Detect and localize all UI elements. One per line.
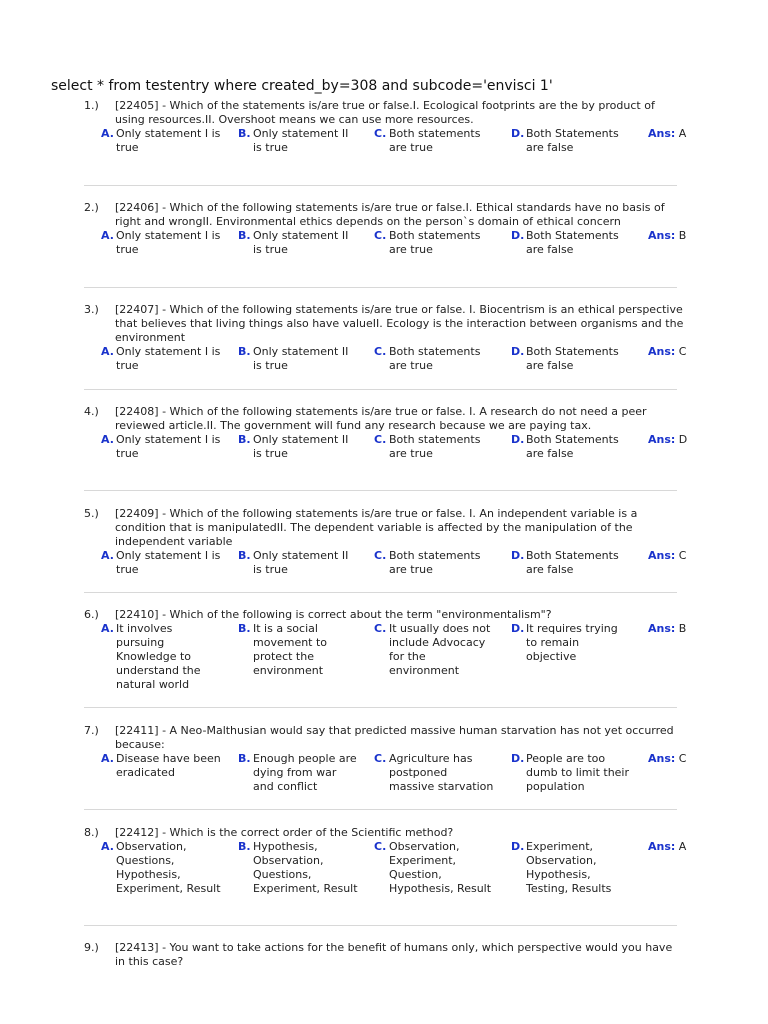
question-header bbox=[84, 507, 684, 549]
question-number: 9.) bbox=[84, 941, 99, 954]
option-text: People are too dumb to limit their population bbox=[526, 752, 630, 793]
option-text: Agriculture has postponed massive starvation bbox=[389, 752, 494, 793]
question-text: [22412] - Which is the correct order of the Scientific method? bbox=[115, 826, 454, 839]
answer-label: Ans: bbox=[648, 840, 676, 853]
question-number: 2.) bbox=[84, 201, 99, 214]
answer bbox=[648, 345, 686, 359]
options-row bbox=[84, 433, 688, 493]
question-block bbox=[84, 941, 684, 969]
option-text: Enough people are dying from war and conflict bbox=[253, 752, 357, 793]
option-letter: B. bbox=[238, 433, 251, 446]
option-letter: C. bbox=[374, 229, 387, 242]
option-d bbox=[511, 549, 631, 577]
question-header bbox=[84, 303, 684, 345]
answer-value: C bbox=[675, 752, 687, 765]
question-number: 7.) bbox=[84, 724, 99, 737]
question-text: [22408] - Which of the following statements is/are true or false. I. A research do not need a peer reviewed article.II. The government will fund any research because we are paying tax. bbox=[115, 405, 647, 432]
option-text: Both statements are true bbox=[389, 433, 481, 460]
option-letter: B. bbox=[238, 229, 251, 242]
question-divider bbox=[84, 490, 677, 491]
answer bbox=[648, 127, 686, 141]
question-header bbox=[84, 724, 684, 752]
option-letter: A. bbox=[101, 127, 114, 140]
answer bbox=[648, 229, 686, 243]
option-text: Both statements are true bbox=[389, 229, 481, 256]
option-c bbox=[374, 752, 494, 794]
option-a bbox=[101, 229, 221, 257]
question-header bbox=[84, 826, 684, 840]
options-row bbox=[84, 229, 687, 289]
option-a bbox=[101, 127, 221, 155]
option-text: Observation, Questions, Hypothesis, Experiment, Result bbox=[116, 840, 221, 895]
option-d bbox=[511, 752, 631, 794]
option-letter: C. bbox=[374, 127, 387, 140]
options-row bbox=[84, 840, 687, 900]
option-letter: C. bbox=[374, 752, 387, 765]
option-c bbox=[374, 622, 494, 678]
question-divider bbox=[84, 925, 677, 926]
answer bbox=[648, 840, 686, 854]
option-letter: B. bbox=[238, 345, 251, 358]
option-b bbox=[238, 840, 358, 896]
option-text: Both Statements are false bbox=[526, 127, 619, 154]
option-letter: B. bbox=[238, 549, 251, 562]
question-text: [22410] - Which of the following is correct about the term "environmentalism"? bbox=[115, 608, 552, 621]
option-letter: C. bbox=[374, 549, 387, 562]
option-letter: A. bbox=[101, 752, 114, 765]
question-text: [22409] - Which of the following statements is/are true or false. I. An independent variable is a condition that is manipulatedII. The dependent variable is affected by the manipulation of the independent variable bbox=[115, 507, 638, 548]
option-letter: D. bbox=[511, 127, 525, 140]
option-letter: A. bbox=[101, 549, 114, 562]
option-d bbox=[511, 345, 631, 373]
options-row bbox=[84, 549, 687, 609]
question-number: 1.) bbox=[84, 99, 99, 112]
question-header bbox=[84, 201, 684, 229]
option-text: Only statement II is true bbox=[253, 433, 349, 460]
question-text: [22405] - Which of the statements is/are true or false.I. Ecological footprints are the by product of using resources.II. Overshoot means we can use more resources. bbox=[115, 99, 655, 126]
answer-label: Ans: bbox=[648, 433, 676, 446]
option-text: Observation, Experiment, Question, Hypothesis, Result bbox=[389, 840, 492, 895]
option-b bbox=[238, 345, 358, 373]
option-text: Only statement I is true bbox=[116, 345, 221, 372]
answer bbox=[648, 549, 686, 563]
option-text: It is a social movement to protect the environment bbox=[253, 622, 328, 677]
question-number: 3.) bbox=[84, 303, 99, 316]
option-d bbox=[511, 127, 631, 155]
option-c bbox=[374, 345, 494, 373]
option-text: Both Statements are false bbox=[526, 345, 619, 372]
answer-value: C bbox=[675, 345, 687, 358]
option-letter: C. bbox=[374, 433, 387, 446]
option-letter: B. bbox=[238, 752, 251, 765]
question-text: [22413] - You want to take actions for the benefit of humans only, which perspective would you have in this case? bbox=[115, 941, 673, 968]
option-text: Only statement II is true bbox=[253, 345, 349, 372]
options-row bbox=[84, 345, 687, 405]
question-block bbox=[84, 201, 687, 289]
question-number: 5.) bbox=[84, 507, 99, 520]
option-c bbox=[374, 549, 494, 577]
question-block bbox=[84, 724, 687, 812]
option-letter: D. bbox=[511, 229, 525, 242]
option-letter: D. bbox=[511, 622, 525, 635]
option-a bbox=[101, 345, 221, 373]
option-letter: A. bbox=[101, 622, 114, 635]
answer-value: A bbox=[675, 840, 687, 853]
option-a bbox=[101, 433, 221, 461]
option-text: Both Statements are false bbox=[526, 229, 619, 256]
question-divider bbox=[84, 389, 677, 390]
question-block bbox=[84, 826, 687, 900]
option-b bbox=[238, 127, 358, 155]
options-row bbox=[84, 622, 687, 691]
option-b bbox=[238, 433, 358, 461]
option-letter: B. bbox=[238, 622, 251, 635]
question-block bbox=[84, 608, 687, 691]
answer-label: Ans: bbox=[648, 752, 676, 765]
option-text: Both statements are true bbox=[389, 127, 481, 154]
question-divider bbox=[84, 287, 677, 288]
option-text: Both Statements are false bbox=[526, 549, 619, 576]
answer-label: Ans: bbox=[648, 549, 676, 562]
answer-value: B bbox=[675, 622, 687, 635]
sql-query-heading: select * from testentry where created_by=308 and subcode='envisci 1' bbox=[51, 78, 553, 94]
answer bbox=[648, 433, 687, 447]
option-d bbox=[511, 840, 631, 896]
option-a bbox=[101, 549, 221, 577]
question-number: 6.) bbox=[84, 608, 99, 621]
option-text: Only statement I is true bbox=[116, 433, 221, 460]
options-row bbox=[84, 127, 687, 187]
option-letter: D. bbox=[511, 549, 525, 562]
option-letter: A. bbox=[101, 433, 114, 446]
option-text: Both Statements are false bbox=[526, 433, 619, 460]
option-letter: D. bbox=[511, 345, 525, 358]
option-letter: D. bbox=[511, 433, 525, 446]
question-block bbox=[84, 405, 688, 493]
option-letter: C. bbox=[374, 840, 387, 853]
option-text: Only statement I is true bbox=[116, 127, 221, 154]
option-a bbox=[101, 752, 221, 780]
option-a bbox=[101, 622, 221, 692]
question-divider bbox=[84, 592, 677, 593]
question-text: [22406] - Which of the following statements is/are true or false.I. Ethical standards have no basis of right and wrongII. Environmental ethics depends on the person`s domain of ethical concern bbox=[115, 201, 665, 228]
question-divider bbox=[84, 707, 677, 708]
option-text: Only statement I is true bbox=[116, 229, 221, 256]
answer bbox=[648, 622, 686, 636]
question-number: 4.) bbox=[84, 405, 99, 418]
answer-value: A bbox=[675, 127, 687, 140]
option-letter: B. bbox=[238, 127, 251, 140]
question-header bbox=[84, 941, 684, 969]
option-letter: A. bbox=[101, 345, 114, 358]
option-letter: D. bbox=[511, 752, 525, 765]
answer-label: Ans: bbox=[648, 229, 676, 242]
options-row bbox=[84, 752, 687, 812]
option-d bbox=[511, 622, 631, 664]
option-c bbox=[374, 840, 494, 896]
option-b bbox=[238, 752, 358, 794]
question-block bbox=[84, 507, 687, 609]
option-c bbox=[374, 229, 494, 257]
answer bbox=[648, 752, 686, 766]
option-letter: D. bbox=[511, 840, 525, 853]
question-text: [22411] - A Neo-Malthusian would say that predicted massive human starvation has not yet occurred because: bbox=[115, 724, 674, 751]
option-text: Only statement II is true bbox=[253, 229, 349, 256]
option-d bbox=[511, 229, 631, 257]
answer-label: Ans: bbox=[648, 127, 676, 140]
answer-label: Ans: bbox=[648, 345, 676, 358]
option-b bbox=[238, 549, 358, 577]
question-divider bbox=[84, 185, 677, 186]
option-text: Disease have been eradicated bbox=[116, 752, 221, 779]
option-text: Only statement II is true bbox=[253, 549, 349, 576]
option-text: Only statement II is true bbox=[253, 127, 349, 154]
option-b bbox=[238, 229, 358, 257]
option-c bbox=[374, 127, 494, 155]
option-text: It usually does not include Advocacy for the environment bbox=[389, 622, 491, 677]
question-number: 8.) bbox=[84, 826, 99, 839]
option-text: Hypothesis, Observation, Questions, Experiment, Result bbox=[253, 840, 358, 895]
option-letter: A. bbox=[101, 229, 114, 242]
option-letter: B. bbox=[238, 840, 251, 853]
option-text: Both statements are true bbox=[389, 345, 481, 372]
answer-value: B bbox=[675, 229, 687, 242]
question-text: [22407] - Which of the following statements is/are true or false. I. Biocentrism is an ethical perspective that believes that living things also have valueII. Ecology is the interaction between organisms and the environment bbox=[115, 303, 684, 344]
question-header bbox=[84, 99, 684, 127]
option-text: It involves pursuing Knowledge to understand the natural world bbox=[116, 622, 201, 691]
option-letter: C. bbox=[374, 622, 387, 635]
question-block bbox=[84, 99, 687, 187]
option-text: Only statement I is true bbox=[116, 549, 221, 576]
option-letter: A. bbox=[101, 840, 114, 853]
option-text: It requires trying to remain objective bbox=[526, 622, 618, 663]
option-letter: C. bbox=[374, 345, 387, 358]
question-divider bbox=[84, 809, 677, 810]
answer-value: D bbox=[675, 433, 688, 446]
answer-label: Ans: bbox=[648, 622, 676, 635]
question-header bbox=[84, 608, 684, 622]
question-header bbox=[84, 405, 684, 433]
answer-value: C bbox=[675, 549, 687, 562]
option-d bbox=[511, 433, 631, 461]
option-text: Both statements are true bbox=[389, 549, 481, 576]
option-c bbox=[374, 433, 494, 461]
option-b bbox=[238, 622, 358, 678]
option-text: Experiment, Observation, Hypothesis, Testing, Results bbox=[526, 840, 612, 895]
option-a bbox=[101, 840, 221, 896]
